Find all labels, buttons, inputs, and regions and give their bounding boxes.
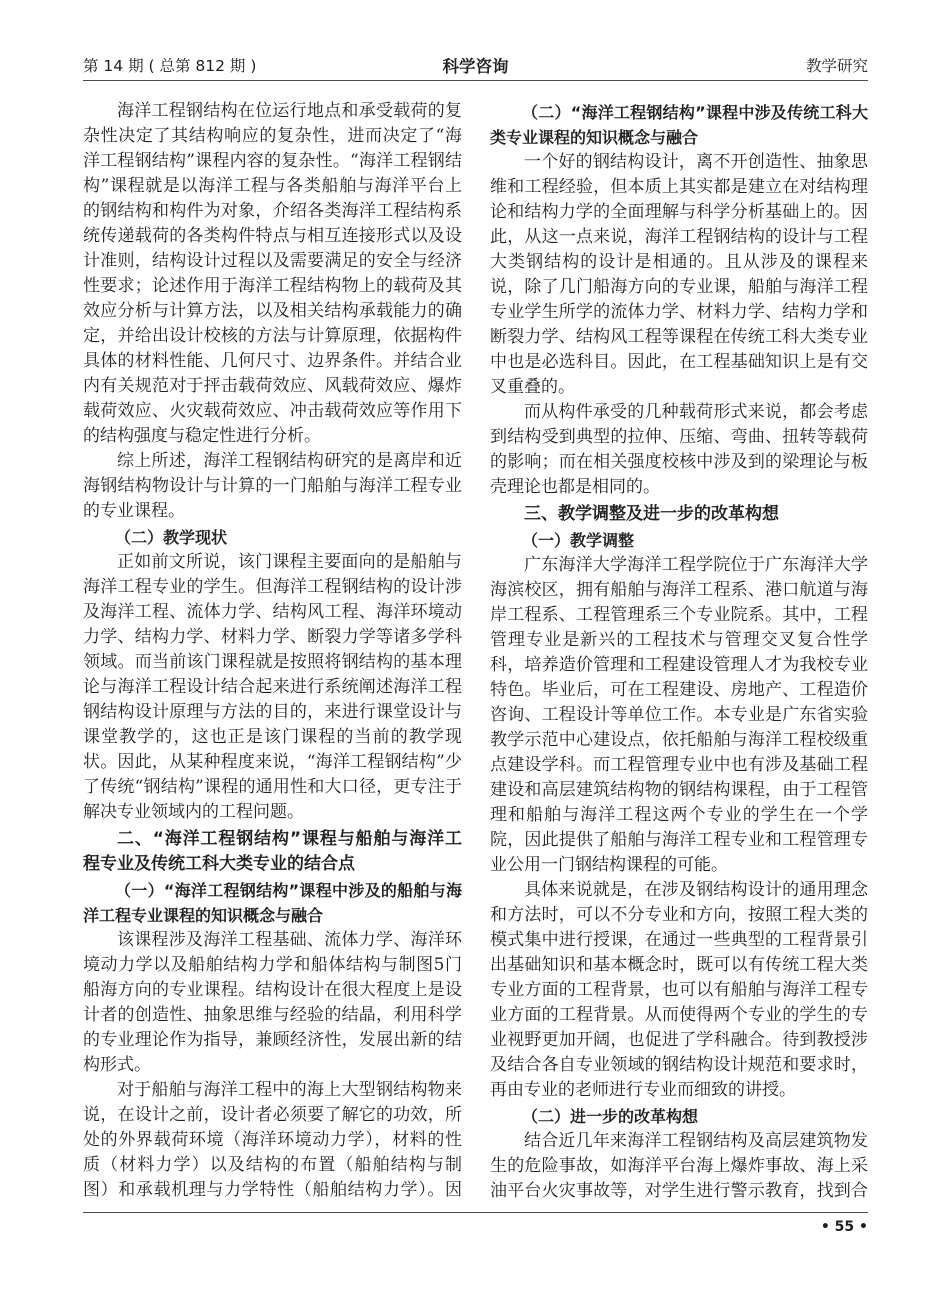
paragraph-complexity: 海洋工程钢结构在位运行地点和承受载荷的复杂性决定了其结构响应的复杂性，进而决定了“海洋工程钢结构”课程内容的复杂性。“海洋工程钢结构”课程就是以海洋工程与各类船舶与海洋平台上的钢结构和构件为对象，介绍各类海洋工程结构系统传递载荷的各类构件特点与相互连接形式以及设计准则，结构设计过程以及需要满足的安全与经济性要求；论述作用于海洋工程结构物上的载荷及其效应分析与计算方法，以及相关结构承载能力的确定，并给出设计校核的方法与计算原理，依据构件具体的材料性能、几何尺寸、边界条件。并结合业内有关规范对于抨击载荷效应、风载荷效应、爆炸载荷效应、火灾载荷效应、冲击载荷效应等作用下的结构强度与稳定性进行分析。 — [83, 101, 462, 446]
page-number: • 55 • — [820, 1219, 868, 1235]
paragraph-teaching-status: 正如前文所说，该门课程主要面向的是船舶与海洋工程专业的学生。但海洋工程钢结构的设计涉及海洋工程、流体力学、结构风工程、海洋环境动力学、结构力学、材料力学、断裂力学等诸多学科领域。而当前该门课程就是按照将钢结构的基本理论与海洋工程设计结合起来进行系统阐述海洋工程钢结构设计原理与方法的目的，来进行课堂设计与课堂教学的，这也正是该门课程的当前的教学现状。因此，从某种程度来说，“海洋工程钢结构”少了传统“钢结构”课程的通用性和大口径，更专注于解决专业领域内的工程问题。 — [83, 552, 462, 822]
subheading-3-2: （二）进一步的改革构想 — [522, 1107, 699, 1126]
section-heading-2: 二、“海洋工程钢结构”课程与船舶与海洋工程专业及传统工科大类专业的结合点 — [83, 829, 462, 874]
journal-title: 科学咨询 — [442, 57, 509, 76]
subheading-3-1: （一）教学调整 — [522, 531, 635, 550]
right-column — [490, 99, 868, 1205]
paragraph-courses: 该课程涉及海洋工程基础、流体力学、海洋环境动力学以及船舶结构力学和船体结构与制图5门船海方向的专业课程。结构设计在很大程度上是设计者的创造性、抽象思维与经验的结晶，利用科学的专业理论作为指导，兼顾经济性，发展出新的结构形式。 — [83, 930, 462, 1075]
paragraph-loads: 而从构件承受的几种载荷形式来说，都会考虑到结构受到典型的拉伸、压缩、弯曲、扭转等载荷的影响；而在相关强度校核中涉及到的梁理论与板壳理论也都是相同的。 — [490, 402, 868, 497]
running-footer — [83, 1212, 868, 1243]
subheading-teaching-status: （二）教学现状 — [115, 528, 228, 547]
paragraph-reform: 结合近几年来海洋工程钢结构及高层建筑物发生的危险事故，如海洋平台海上爆炸事故、海上采油平台火灾事故等，对学生进行警示教育，找到合 — [490, 1131, 868, 1201]
paragraph-summary: 综上所述，海洋工程钢结构研究的是离岸和近海钢结构物设计与计算的一门船舶与海洋工程专业的专业课程。 — [83, 451, 462, 521]
issue-label: 第 14 期 ( 总第 812 期 ) — [83, 57, 257, 75]
running-header — [83, 50, 868, 81]
paragraph-adjustment: 广东海洋大学海洋工程学院位于广东海洋大学海滨校区，拥有船舶与海洋工程系、港口航道与海岸工程系、工程管理系三个专业院系。其中，工程管理专业是新兴的工程技术与管理交叉复合性学科，培养造价管理和工程建设管理人才为我校专业特色。毕业后，可在工程建设、房地产、工程造价咨询、工程设计等单位工作。本专业是广东省实验教学示范中心建设点，依托船舶与海洋工程校级重点建设学科。而工程管理专业中也有涉及基础工程建设和高层建筑结构物的钢结构课程，由于工程管理和船舶与海洋工程这两个专业的学生在一个学院，因此提供了船舶与海洋工程专业和工程管理专业公用一门钢结构课程的可能。 — [490, 555, 868, 875]
paragraph-specifics: 具体来说就是，在涉及钢结构设计的通用理念和方法时，可以不分专业和方向，按照工程大类的模式集中进行授课，在通过一些典型的工程背景引出基础知识和基本概念时，既可以有传统工程大类专业方面的工程背景，也可以有船舶与海洋工程专业方面的工程背景。从而使得两个专业的学生的专业视野更加开阔，也促进了学科融合。待到教授涉及结合各自专业领域的钢结构设计规范和要求时，再由专业的老师进行专业而细致的讲授。 — [490, 880, 868, 1100]
subheading-2-1: （一）“海洋工程钢结构”课程中涉及的船舶与海洋工程专业课程的知识概念与融合 — [83, 881, 462, 925]
subheading-2-2: （二）“海洋工程钢结构”课程中涉及传统工科大类专业课程的知识概念与融合 — [490, 103, 868, 147]
paragraph-good-design: 一个好的钢结构设计，离不开创造性、抽象思维和工程经验，但本质上其实都是建立在对结构理论和结构力学的全面理解与科学分析基础上的。因此，从这一点来说，海洋工程钢结构的设计与工程大类钢结构的设计是相通的。且从涉及的课程来说，除了几门船海方向的专业课，船舶与海洋工程专业学生所学的流体力学、材料力学、结构力学和断裂力学、结构风工程等课程在传统工科大类专业中也是必选科目。因此，在工程基础知识上是有交叉重叠的。 — [490, 152, 868, 397]
section-label: 教学研究 — [805, 57, 868, 75]
section-heading-3: 三、教学调整及进一步的改革构想 — [524, 504, 779, 524]
left-column — [83, 99, 462, 1205]
paragraph-design: 对于船舶与海洋工程中的海上大型钢结构物来说，在设计之前，设计者必须要了解它的功效，所处的外界载荷环境（海洋环境动力学），材料的性质（材料力学）以及结构的布置（船舶结构与制图）和承载机理与力学特性（船舶结构力学）。因 — [83, 1080, 462, 1200]
